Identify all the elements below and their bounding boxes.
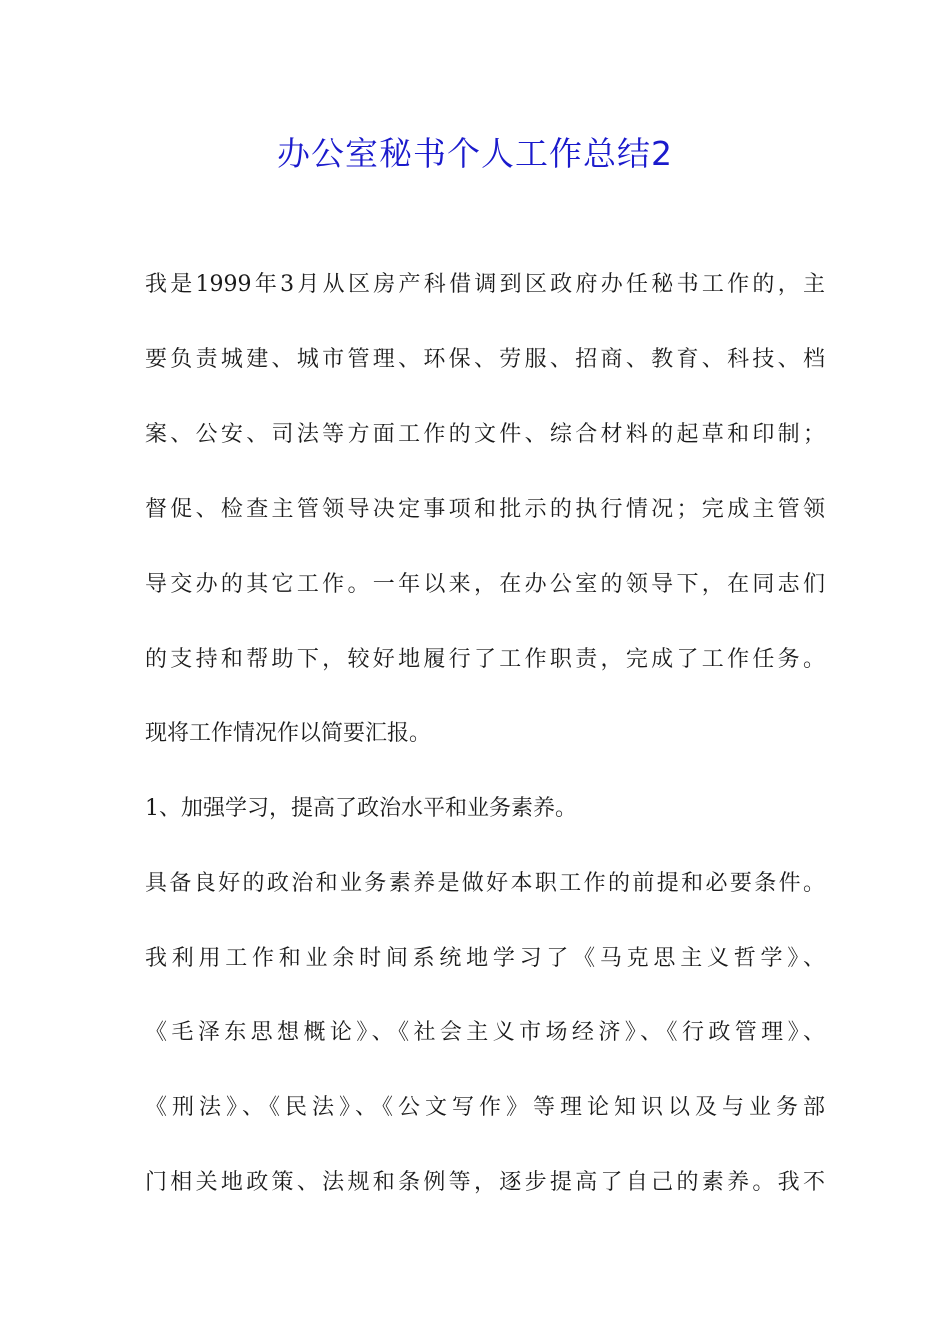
- body-line-12: 《刑法》、《民法》、《公文写作》等理论知识以及与业务部: [145, 1095, 825, 1120]
- section-heading-1: 1、加强学习，提高了政治水平和业务素养。: [145, 796, 577, 821]
- body-line-11: 《毛泽东思想概论》、《社会主义市场经济》、《行政管理》、: [145, 1020, 825, 1045]
- body-line-4: 督促、检查主管领导决定事项和批示的执行情况；完成主管领: [145, 497, 825, 522]
- document-title: 办公室秘书个人工作总结2: [277, 134, 673, 173]
- body-line-13: 门相关地政策、法规和条例等，逐步提高了自己的素养。我不: [145, 1170, 825, 1195]
- body-line-1: 我是1999年3月从区房产科借调到区政府办任秘书工作的，主: [145, 272, 825, 297]
- body-line-3: 案、公安、司法等方面工作的文件、综合材料的起草和印制；: [145, 422, 825, 447]
- body-line-2: 要负责城建、城市管理、环保、劳服、招商、教育、科技、档: [145, 347, 825, 372]
- body-line-6: 的支持和帮助下，较好地履行了工作职责，完成了工作任务。: [145, 647, 825, 672]
- body-line-9: 具备良好的政治和业务素养是做好本职工作的前提和必要条件。: [145, 871, 825, 896]
- body-line-5: 导交办的其它工作。一年以来，在办公室的领导下，在同志们: [145, 572, 825, 597]
- body-line-10: 我利用工作和业余时间系统地学习了《马克思主义哲学》、: [145, 946, 825, 971]
- body-line-7: 现将工作情况作以简要汇报。: [145, 721, 432, 746]
